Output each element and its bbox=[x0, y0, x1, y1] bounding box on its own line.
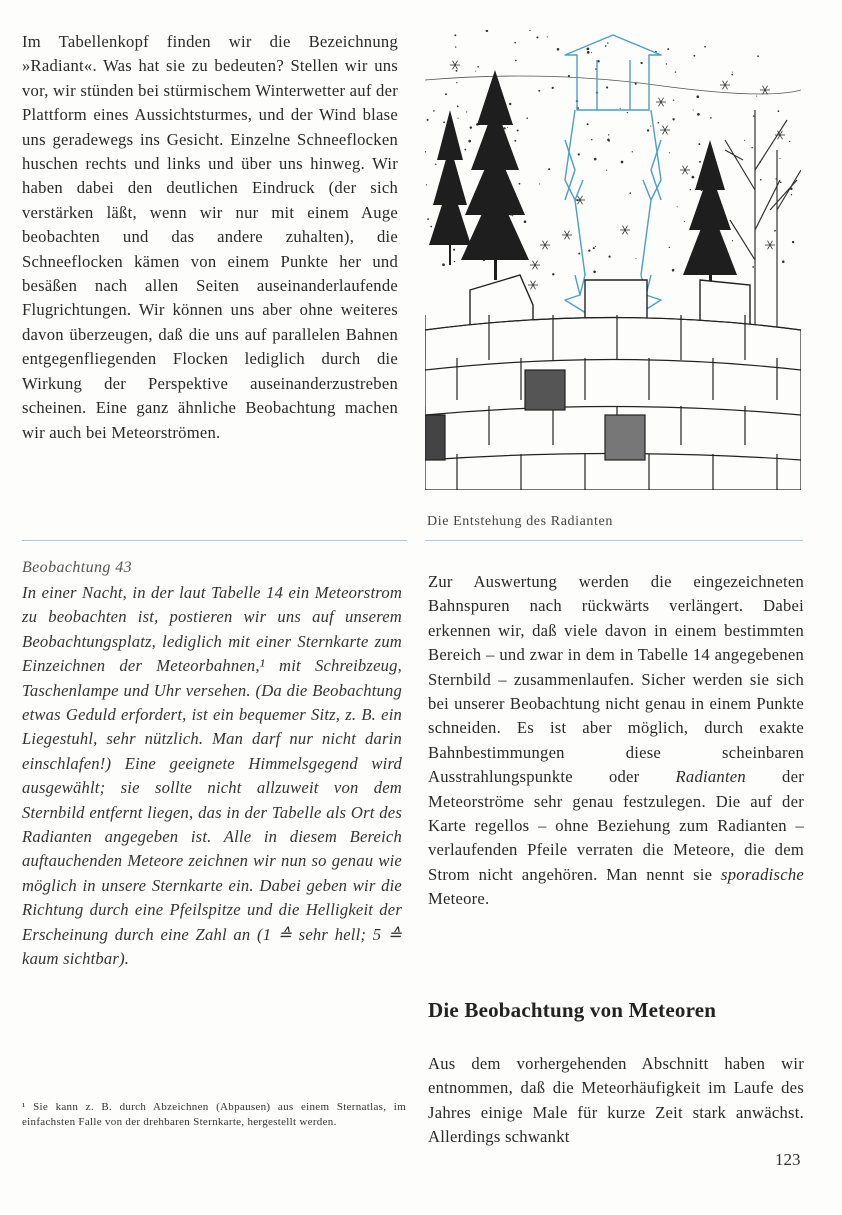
observation-box bbox=[22, 557, 402, 972]
right-tree bbox=[683, 140, 737, 288]
left-tree bbox=[429, 70, 529, 280]
radiant-illustration bbox=[425, 30, 801, 490]
evaluation-text-part: Zur Auswertung werden die eingezeichneten Bahnspuren nach rückwärts verlängert. Dabei erkennen wir, daß viele davon in einem bestimmten Bereich – und zwar in dem in Tabelle 14 angegebenen Sternbild – zusammenlaufen. Sicher werden sie sich bei unserer Beobachtung nicht genau in einem Punkte schneiden. Es ist aber möglich, durch exakte Bahnbestimmungen diese scheinbaren Ausstrahlungspunkte oder bbox=[428, 572, 804, 787]
radianten-term: Radianten bbox=[675, 767, 746, 787]
evaluation-text-part: der Meteorströme sehr genau festzulegen. Die auf der Karte regellos – ohne Beziehung zum Radianten – verlaufenden Pfeile verraten die Meteore, die dem Strom nicht angehören. Man nennt sie bbox=[428, 767, 804, 884]
observation-title: Beobachtung 43 bbox=[22, 559, 133, 576]
page-number: 123 bbox=[775, 1150, 801, 1169]
evaluation-paragraph bbox=[428, 570, 804, 912]
right-divider bbox=[425, 540, 803, 541]
tower-wall bbox=[425, 315, 801, 490]
sporadic-term: sporadische bbox=[721, 864, 804, 884]
intro-paragraph: Im Tabellenkopf finden wir die Bezeichnung »Radiant«. Was hat sie zu bedeuten? Stellen wir uns vor, wir stünden bei stürmischem Winterwetter auf der Plattform eines Aussichtsturmes, und der Wind blase uns geradewegs ins Gesicht. Einzelne Schneeflocken huschen rechts und links und über uns hinweg. Wir haben dabei den deutlichen Eindruck (der sich verstärken läßt, wenn wir nur mit einem Auge beobachten und das andere zuhalten), die Schneeflocken kämen von einem Punkte her und besäßen nach allen Seiten auseinanderlaufende Flugrichtungen. Wir können uns aber ohne weiteres davon überzeugen, daß die uns auf parallelen Bahnen entgegenfliegenden Flocken lediglich durch die Wirkung der Perspektive auseinanderzustreben scheinen. Eine ganz ähnliche Beobachtung machen wir auch bei Meteorströmen. bbox=[22, 32, 398, 442]
section-heading: Die Beobachtung von Meteoren bbox=[428, 998, 717, 1022]
observation-text: In einer Nacht, in der laut Tabelle 14 ein Meteorstrom zu beobachten ist, postieren wir uns auf unserem Beobachtungsplatz, lediglich mit einer Sternkarte zum Einzeichnen der Meteorbahnen,¹ mit Schreibzeug, Taschenlampe und Uhr versehen. (Da die Beobachtung etwas Geduld erfordert, ist ein bequemer Sitz, z. B. ein Liegestuhl, sehr nützlich. Man darf nur nicht darin einschlafen!) Eine geeignete Himmelsgegend wird ausgewählt; sie sollte nicht allzuweit von dem Sternbild entfernt liegen, das in der Tabelle als Ort des Radianten angegeben ist. Alle in diesem Bereich auftauchenden Meteore zeichnen wir nun so genau wie möglich in unsere Sternkarte ein. Dabei geben wir die Richtung durch eine Pfeilspitze und die Helligkeit der Erscheinung durch eine Zahl an (1 ≙ sehr hell; 5 ≙ kaum sichtbar). bbox=[22, 583, 402, 969]
left-divider bbox=[22, 540, 407, 541]
figure-caption: Die Entstehung des Radianten bbox=[427, 514, 613, 529]
evaluation-text-part: Meteore. bbox=[428, 889, 490, 909]
footnote: ¹ Sie kann z. B. durch Abzeichnen (Abpausen) aus einem Sternatlas, im einfachsten Falle von der drehbaren Sternkarte, hergestellt werden. bbox=[22, 1101, 406, 1128]
section-paragraph: Aus dem vorhergehenden Abschnitt haben wir entnommen, daß die Meteorhäufigkeit im Laufe des Jahres einige Male für kurze Zeit stark anwächst. Allerdings schwankt bbox=[428, 1054, 804, 1147]
